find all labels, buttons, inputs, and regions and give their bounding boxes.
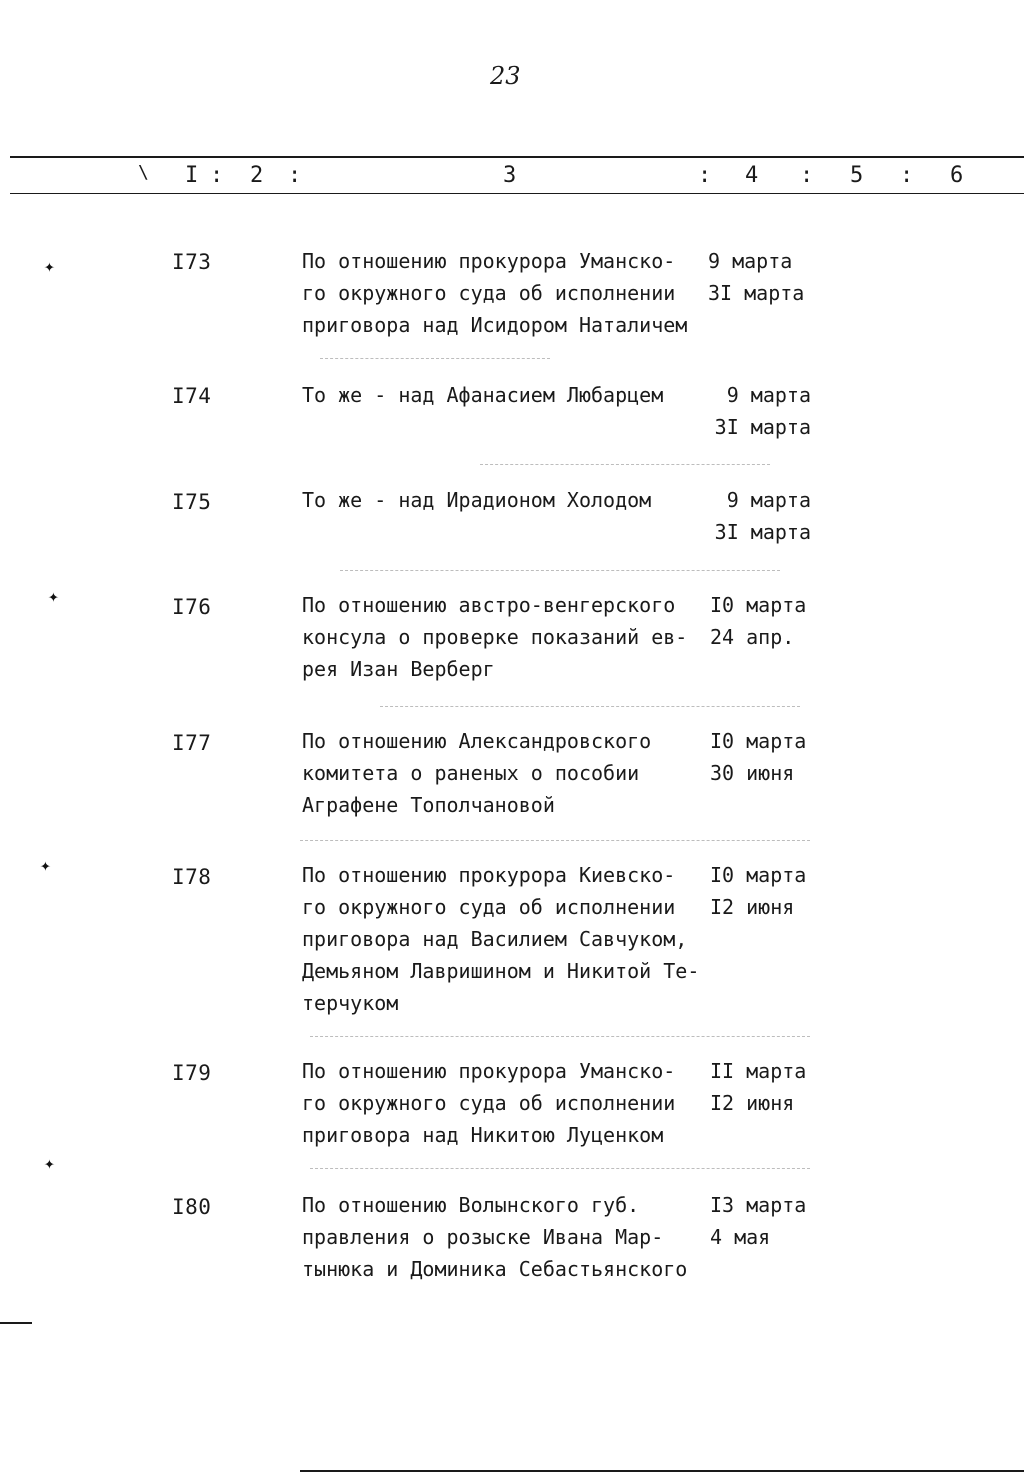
col-header-3: 3 [503, 163, 517, 188]
entry-number: I80 [172, 1195, 212, 1219]
col-separator: : [210, 163, 224, 188]
entry-number: I73 [172, 250, 212, 274]
margin-mark-icon: ✦ [44, 256, 55, 277]
margin-mark-icon: ✦ [40, 855, 51, 876]
footer-rule [300, 1470, 1024, 1472]
col-header-5: 5 [850, 163, 864, 188]
entry-dates: 9 марта 3I марта [714, 383, 811, 439]
tick-mark: \ [138, 162, 149, 183]
col-header-6: 6 [950, 163, 964, 188]
entry-number: I75 [172, 490, 212, 514]
entry-number: I79 [172, 1061, 212, 1085]
col-separator: : [800, 163, 814, 188]
entry-separator [480, 464, 770, 465]
col-header-1: I [185, 163, 199, 188]
col-header-4: 4 [745, 163, 759, 188]
entry-dates: I0 марта I2 июня [710, 863, 807, 919]
entry-dates: 9 марта 3I марта [708, 249, 805, 305]
entry-description: По отношению прокурора Уманско- го окружного суда об исполнении приговора над Никитою Луценком [302, 1059, 676, 1147]
entry-number: I76 [172, 595, 212, 619]
col-separator: : [288, 163, 302, 188]
entry-separator [340, 570, 780, 571]
entry-description: То же - над Афанасием Любарцем [302, 383, 664, 407]
entry-dates: I0 марта 30 июня [710, 729, 807, 785]
entry-dates: II марта I2 июня [710, 1059, 807, 1115]
entry-separator [300, 840, 810, 841]
page-number: 23 [490, 62, 521, 90]
entry-description: По отношению австро-венгерского консула о проверке показаний ев- рея Изан Верберг [302, 593, 688, 681]
entry-separator [380, 706, 800, 707]
entry-description: По отношению прокурора Уманско- го окружного суда об исполнении приговора над Исидором Наталичем [302, 249, 688, 337]
entry-number: I78 [172, 865, 212, 889]
entry-description: По отношению Александровского комитета о раненых о пособии Аграфене Тополчановой [302, 729, 652, 817]
header-top-rule [10, 156, 1024, 158]
header-bottom-rule [10, 193, 1024, 194]
entry-description: По отношению прокурора Киевско- го окружного суда об исполнении приговора над Василием Савчуком, Демьяном Лавришином и Никитой Те- терчуком [302, 863, 700, 1015]
entry-description: По отношению Волынского губ. правления о розыске Ивана Мар- тынюка и Доминика Себастьянского [302, 1193, 688, 1281]
col-separator: : [900, 163, 914, 188]
entry-separator [310, 1168, 810, 1169]
entry-dates: I3 марта 4 мая [710, 1193, 807, 1249]
entry-number: I74 [172, 384, 212, 408]
entry-dates: I0 марта 24 апр. [710, 593, 807, 649]
margin-mark-icon: ✦ [44, 1153, 55, 1174]
margin-dash [0, 1322, 32, 1324]
entry-dates: 9 марта 3I марта [714, 488, 811, 544]
entry-separator [320, 358, 550, 359]
entry-number: I77 [172, 731, 212, 755]
entry-description: То же - над Ирадионом Холодом [302, 488, 652, 512]
margin-mark-icon: ✦ [48, 586, 59, 607]
col-separator: : [698, 163, 712, 188]
col-header-2: 2 [250, 163, 264, 188]
entry-separator [310, 1036, 810, 1037]
